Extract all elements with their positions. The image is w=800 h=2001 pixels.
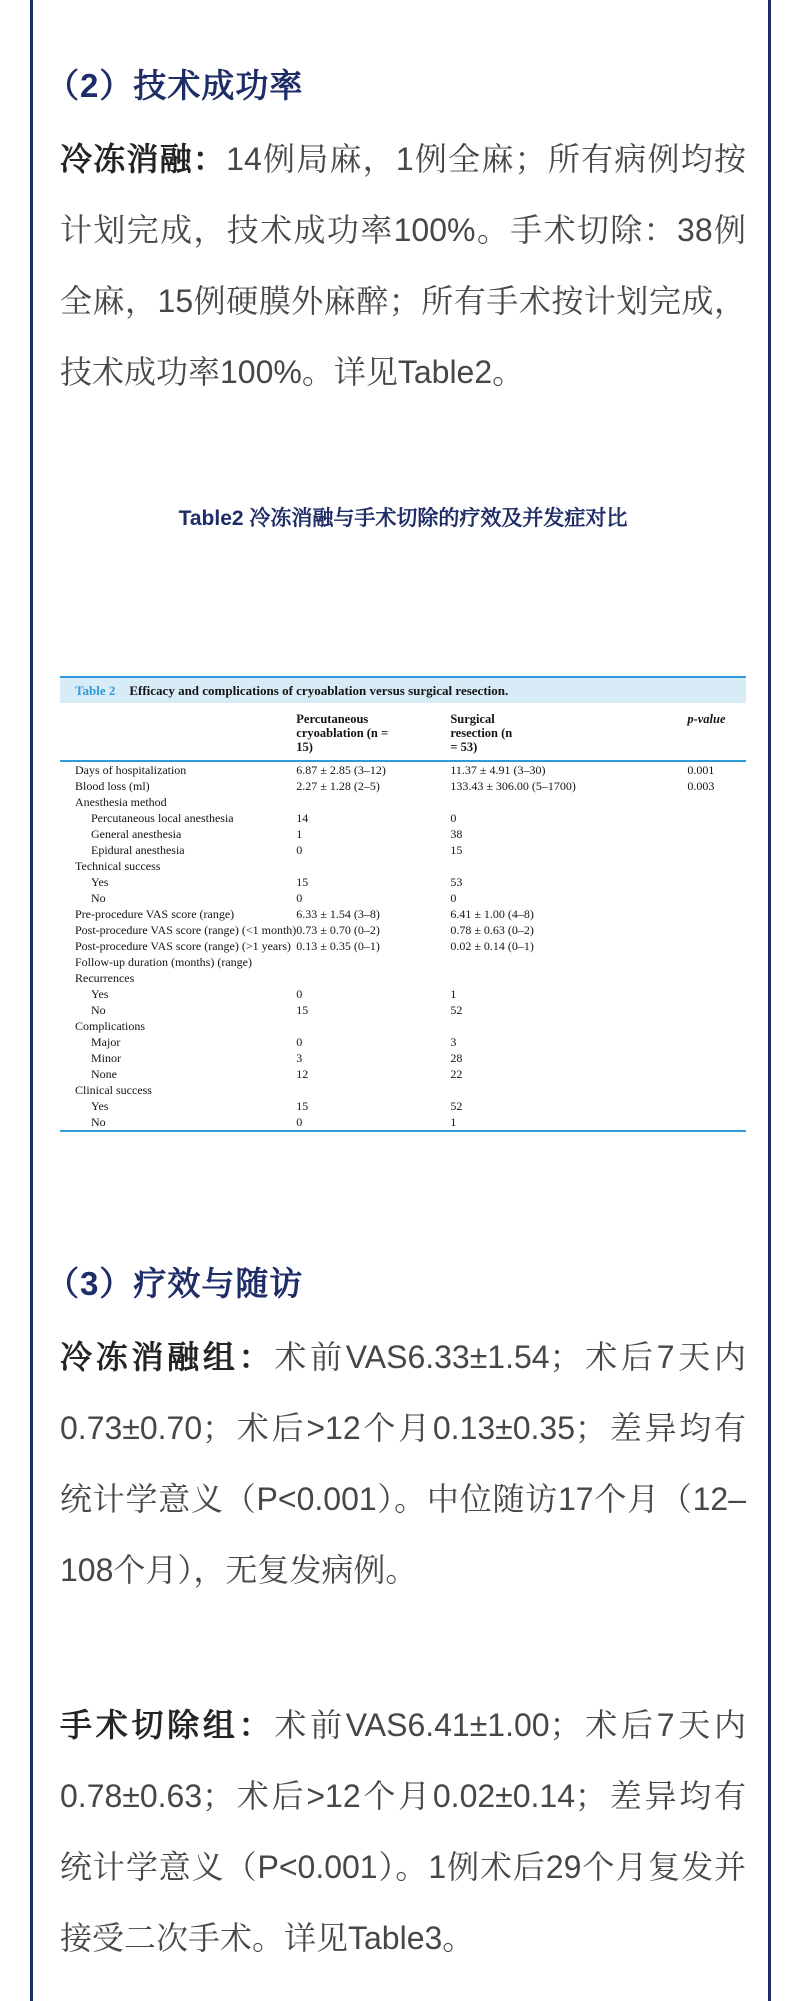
table-row <box>60 1018 746 1034</box>
row-value-cell: 6.33 ± 1.54 (3–8) <box>296 907 380 921</box>
section2-paragraph-lead: 冷冻消融： <box>60 141 227 177</box>
row-label-cell: No <box>91 1003 106 1017</box>
table-row <box>60 1002 746 1018</box>
row-value-cell <box>296 970 450 986</box>
row-value-cell: 0 <box>296 1115 303 1129</box>
row-label-cell: No <box>91 891 106 905</box>
table2-table <box>60 712 746 1132</box>
row-value-cell: 0.73 ± 0.70 (0–2) <box>296 923 380 937</box>
section3-paragraph-cryoablation <box>60 1322 746 1606</box>
row-label-cell: General anesthesia <box>91 827 182 841</box>
table-row <box>60 938 746 954</box>
row-label-cell: Yes <box>91 1099 109 1113</box>
table-row <box>60 1034 746 1050</box>
row-value-cell <box>687 1034 746 1050</box>
page-border-left <box>30 0 33 2001</box>
row-value-cell <box>687 858 746 874</box>
row-label-cell: Percutaneous local anesthesia <box>91 811 234 825</box>
row-value-cell: 52 <box>450 1099 463 1113</box>
row-value-cell: 0 <box>450 891 457 905</box>
row-label-cell: Days of hospitalization <box>75 763 187 777</box>
row-value-cell: 0.003 <box>687 779 715 793</box>
row-value-cell <box>687 906 746 922</box>
table-row <box>60 794 746 810</box>
row-label-cell: Follow-up duration (months) (range) <box>75 955 252 969</box>
row-value-cell: 0.02 ± 0.14 (0–1) <box>450 939 534 953</box>
row-value-cell <box>687 794 746 810</box>
row-value-cell <box>687 890 746 906</box>
row-value-cell: 3 <box>450 1035 457 1049</box>
table-row <box>60 874 746 890</box>
row-value-cell <box>450 858 687 874</box>
row-value-cell: 6.41 ± 1.00 (4–8) <box>450 907 534 921</box>
row-value-cell <box>687 986 746 1002</box>
row-value-cell <box>296 1018 450 1034</box>
row-value-cell <box>296 954 450 970</box>
table2-body <box>60 761 746 1131</box>
row-value-cell: 15 <box>296 875 309 889</box>
row-value-cell <box>450 1018 687 1034</box>
section3-paragraph2-lead: 手术切除组： <box>60 1707 275 1743</box>
section3-paragraph-surgical <box>60 1690 746 1974</box>
section2-paragraph <box>60 124 746 408</box>
table2-label: Table 2 <box>75 683 116 698</box>
row-value-cell: 0.13 ± 0.35 (0–1) <box>296 939 380 953</box>
row-value-cell: 1 <box>450 1115 457 1129</box>
section2-heading: （2）技术成功率 <box>46 67 304 104</box>
section2-paragraph-body: 14例局麻，1例全麻；所有病例均按计划完成，技术成功率100%。手术切除：38例全麻，15例硬膜外麻醉；所有手术按计划完成，技术成功率100%。详见Table2。 <box>60 141 746 390</box>
row-value-cell: 2.27 ± 1.28 (2–5) <box>296 779 380 793</box>
row-value-cell <box>687 922 746 938</box>
table-row <box>60 890 746 906</box>
row-value-cell: 52 <box>450 1003 463 1017</box>
row-label-cell: Major <box>91 1035 121 1049</box>
row-value-cell: 22 <box>450 1067 463 1081</box>
row-value-cell: 0.001 <box>687 763 715 777</box>
row-value-cell: 53 <box>450 875 463 889</box>
table-row <box>60 1082 746 1098</box>
column-header-variable <box>60 712 296 761</box>
row-value-cell <box>687 1082 746 1098</box>
row-label-cell: Pre-procedure VAS score (range) <box>75 907 235 921</box>
row-value-cell <box>687 1098 746 1114</box>
row-value-cell: 12 <box>296 1067 309 1081</box>
table-row <box>60 858 746 874</box>
row-value-cell <box>687 1114 746 1131</box>
table2-caption-cn: Table2 冷冻消融与手术切除的疗效及并发症对比 <box>178 507 628 530</box>
row-value-cell: 28 <box>450 1051 463 1065</box>
row-value-cell <box>450 954 687 970</box>
row-value-cell: 0 <box>296 891 303 905</box>
row-label-cell: Blood loss (ml) <box>75 779 150 793</box>
row-value-cell <box>687 970 746 986</box>
row-value-cell: 0 <box>450 811 457 825</box>
table-row <box>60 810 746 826</box>
row-value-cell <box>687 826 746 842</box>
row-label-cell: None <box>91 1067 117 1081</box>
section3-paragraph2-body: 术前VAS6.41±1.00；术后7天内0.78±0.63；术后>12个月0.02±0.14；差异均有统计学意义（P<0.001）。1例术后29个月复发并接受二次手术。详见Table3。 <box>60 1707 746 1956</box>
row-value-cell <box>296 1082 450 1098</box>
row-label-cell: Yes <box>91 987 109 1001</box>
row-value-cell: 15 <box>296 1003 309 1017</box>
row-label-cell: Clinical success <box>75 1083 152 1097</box>
row-value-cell <box>296 794 450 810</box>
row-value-cell <box>687 1066 746 1082</box>
section3-paragraph1-lead: 冷冻消融组： <box>60 1339 275 1375</box>
row-value-cell: 14 <box>296 811 309 825</box>
table-row <box>60 986 746 1002</box>
row-label-cell: Post-procedure VAS score (range) (<1 month) <box>75 923 297 937</box>
table-row <box>60 842 746 858</box>
column-header-surgical: Surgical resection (n = 53) <box>450 712 687 761</box>
row-value-cell: 6.87 ± 2.85 (3–12) <box>296 763 386 777</box>
table-row <box>60 826 746 842</box>
row-label-cell: Epidural anesthesia <box>91 843 185 857</box>
row-label-cell: Complications <box>75 1019 145 1033</box>
row-value-cell <box>687 1002 746 1018</box>
table2-title: Efficacy and complications of cryoablation versus surgical resection. <box>129 683 509 698</box>
row-value-cell: 11.37 ± 4.91 (3–30) <box>450 763 546 777</box>
row-value-cell <box>687 1018 746 1034</box>
table-row <box>60 906 746 922</box>
table-row <box>60 1066 746 1082</box>
section3-paragraph1-body: 术前VAS6.33±1.54；术后7天内0.73±0.70；术后>12个月0.13±0.35；差异均有统计学意义（P<0.001）。中位随访17个月（12–108个月），无复发病例。 <box>60 1339 746 1588</box>
row-value-cell: 0 <box>296 843 303 857</box>
row-value-cell: 0 <box>296 1035 303 1049</box>
table-row <box>60 954 746 970</box>
row-value-cell: 15 <box>296 1099 309 1113</box>
row-value-cell: 1 <box>450 987 457 1001</box>
row-value-cell: 3 <box>296 1051 303 1065</box>
row-label-cell: Recurrences <box>75 971 135 985</box>
table2-caption <box>60 678 746 703</box>
row-value-cell <box>450 970 687 986</box>
column-header-pvalue: p-value <box>687 712 746 761</box>
row-value-cell: 1 <box>296 827 303 841</box>
row-label-cell: Post-procedure VAS score (range) (>1 years) <box>75 939 291 953</box>
table-row <box>60 922 746 938</box>
table2-header-row <box>60 712 746 761</box>
row-value-cell: 0.78 ± 0.63 (0–2) <box>450 923 534 937</box>
page-border-right <box>768 0 771 2001</box>
row-value-cell <box>687 954 746 970</box>
row-value-cell <box>296 858 450 874</box>
row-value-cell: 133.43 ± 306.00 (5–1700) <box>450 779 576 793</box>
row-value-cell: 15 <box>450 843 463 857</box>
row-value-cell: 38 <box>450 827 463 841</box>
table-row <box>60 1098 746 1114</box>
table-row <box>60 1114 746 1131</box>
row-label-cell: Anesthesia method <box>75 795 167 809</box>
row-value-cell <box>687 842 746 858</box>
row-value-cell <box>687 874 746 890</box>
table-row <box>60 1050 746 1066</box>
row-value-cell: 0 <box>296 987 303 1001</box>
column-header-cryoablation: Percutaneous cryoablation (n = 15) <box>296 712 450 761</box>
row-label-cell: Minor <box>91 1051 121 1065</box>
row-label-cell: Technical success <box>75 859 161 873</box>
table-row <box>60 970 746 986</box>
row-label-cell: Yes <box>91 875 109 889</box>
table-row <box>60 761 746 778</box>
table-row <box>60 778 746 794</box>
table2-figure <box>60 676 746 1132</box>
row-value-cell <box>687 938 746 954</box>
row-value-cell <box>687 1050 746 1066</box>
section3-heading: （3）疗效与随访 <box>46 1265 304 1302</box>
row-value-cell <box>687 810 746 826</box>
row-label-cell: No <box>91 1115 106 1129</box>
row-value-cell <box>450 794 687 810</box>
row-value-cell <box>450 1082 687 1098</box>
